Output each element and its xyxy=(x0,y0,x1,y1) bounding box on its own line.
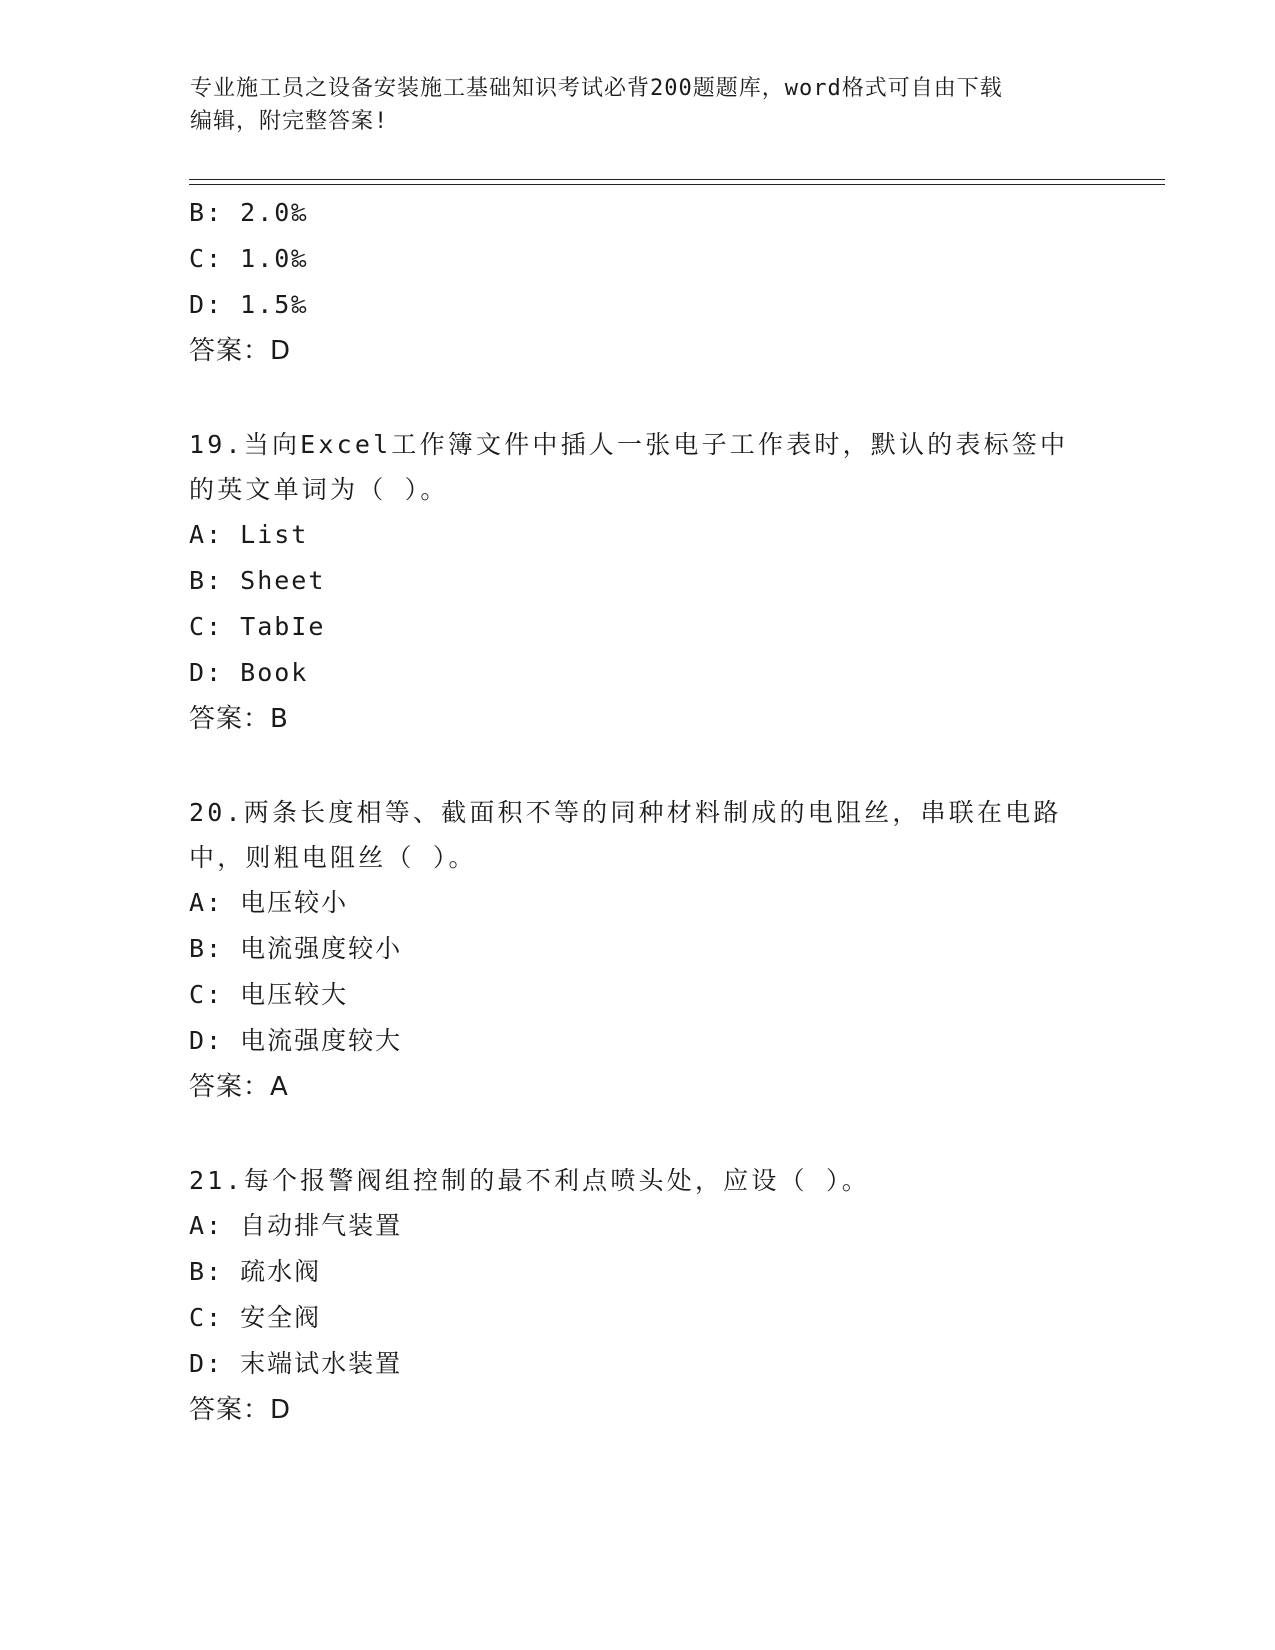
header-title-line-2: 编辑，附完整答案! xyxy=(190,109,389,134)
option-d: D: 电流强度较大 xyxy=(189,1026,403,1055)
answer-line: 答案：D xyxy=(189,1395,292,1425)
answer-line: 答案：B xyxy=(189,704,289,734)
option-c: C: TabIe xyxy=(189,612,326,641)
option-a: A: 自动排气装置 xyxy=(189,1211,403,1240)
option-b: B: 电流强度较小 xyxy=(189,934,403,963)
question-stem-line-1: 20.两条长度相等、截面积不等的同种材料制成的电阻丝，串联在电路 xyxy=(189,798,1062,827)
question-list xyxy=(189,190,1089,1433)
option-d: D: 1.5‰ xyxy=(189,290,309,319)
question-21 xyxy=(189,1158,1089,1433)
option-c: C: 电压较大 xyxy=(189,980,349,1009)
option-c: C: 1.0‰ xyxy=(189,244,309,273)
question-20 xyxy=(189,790,1089,1110)
option-b: B: Sheet xyxy=(189,566,326,595)
option-d: D: 末端试水装置 xyxy=(189,1349,403,1378)
answer-line: 答案：A xyxy=(189,1072,289,1102)
question-stem-line-2: 的英文单词为（ ）。 xyxy=(189,475,449,504)
document-header xyxy=(190,72,1090,138)
question-stem-line-1: 21.每个报警阀组控制的最不利点喷头处，应设（ ）。 xyxy=(189,1166,870,1195)
option-d: D: Book xyxy=(189,658,309,687)
option-a: A: 电压较小 xyxy=(189,888,349,917)
option-a: A: List xyxy=(189,520,309,549)
option-c: C: 安全阀 xyxy=(189,1303,322,1332)
option-b: B: 2.0‰ xyxy=(189,198,309,227)
option-b: B: 疏水阀 xyxy=(189,1257,322,1286)
question-stem-line-1: 19.当向Excel工作簿文件中插人一张电子工作表时，默认的表标签中 xyxy=(189,430,1069,459)
question-19 xyxy=(189,422,1089,742)
header-divider-bottom xyxy=(189,184,1165,185)
answer-line: 答案：D xyxy=(189,336,292,366)
question-fragment xyxy=(189,190,1089,374)
header-divider-top xyxy=(189,179,1165,180)
header-title-line-1: 专业施工员之设备安装施工基础知识考试必背200题题库，word格式可自由下载 xyxy=(190,76,1003,101)
question-stem-line-2: 中，则粗电阻丝（ ）。 xyxy=(189,843,477,872)
